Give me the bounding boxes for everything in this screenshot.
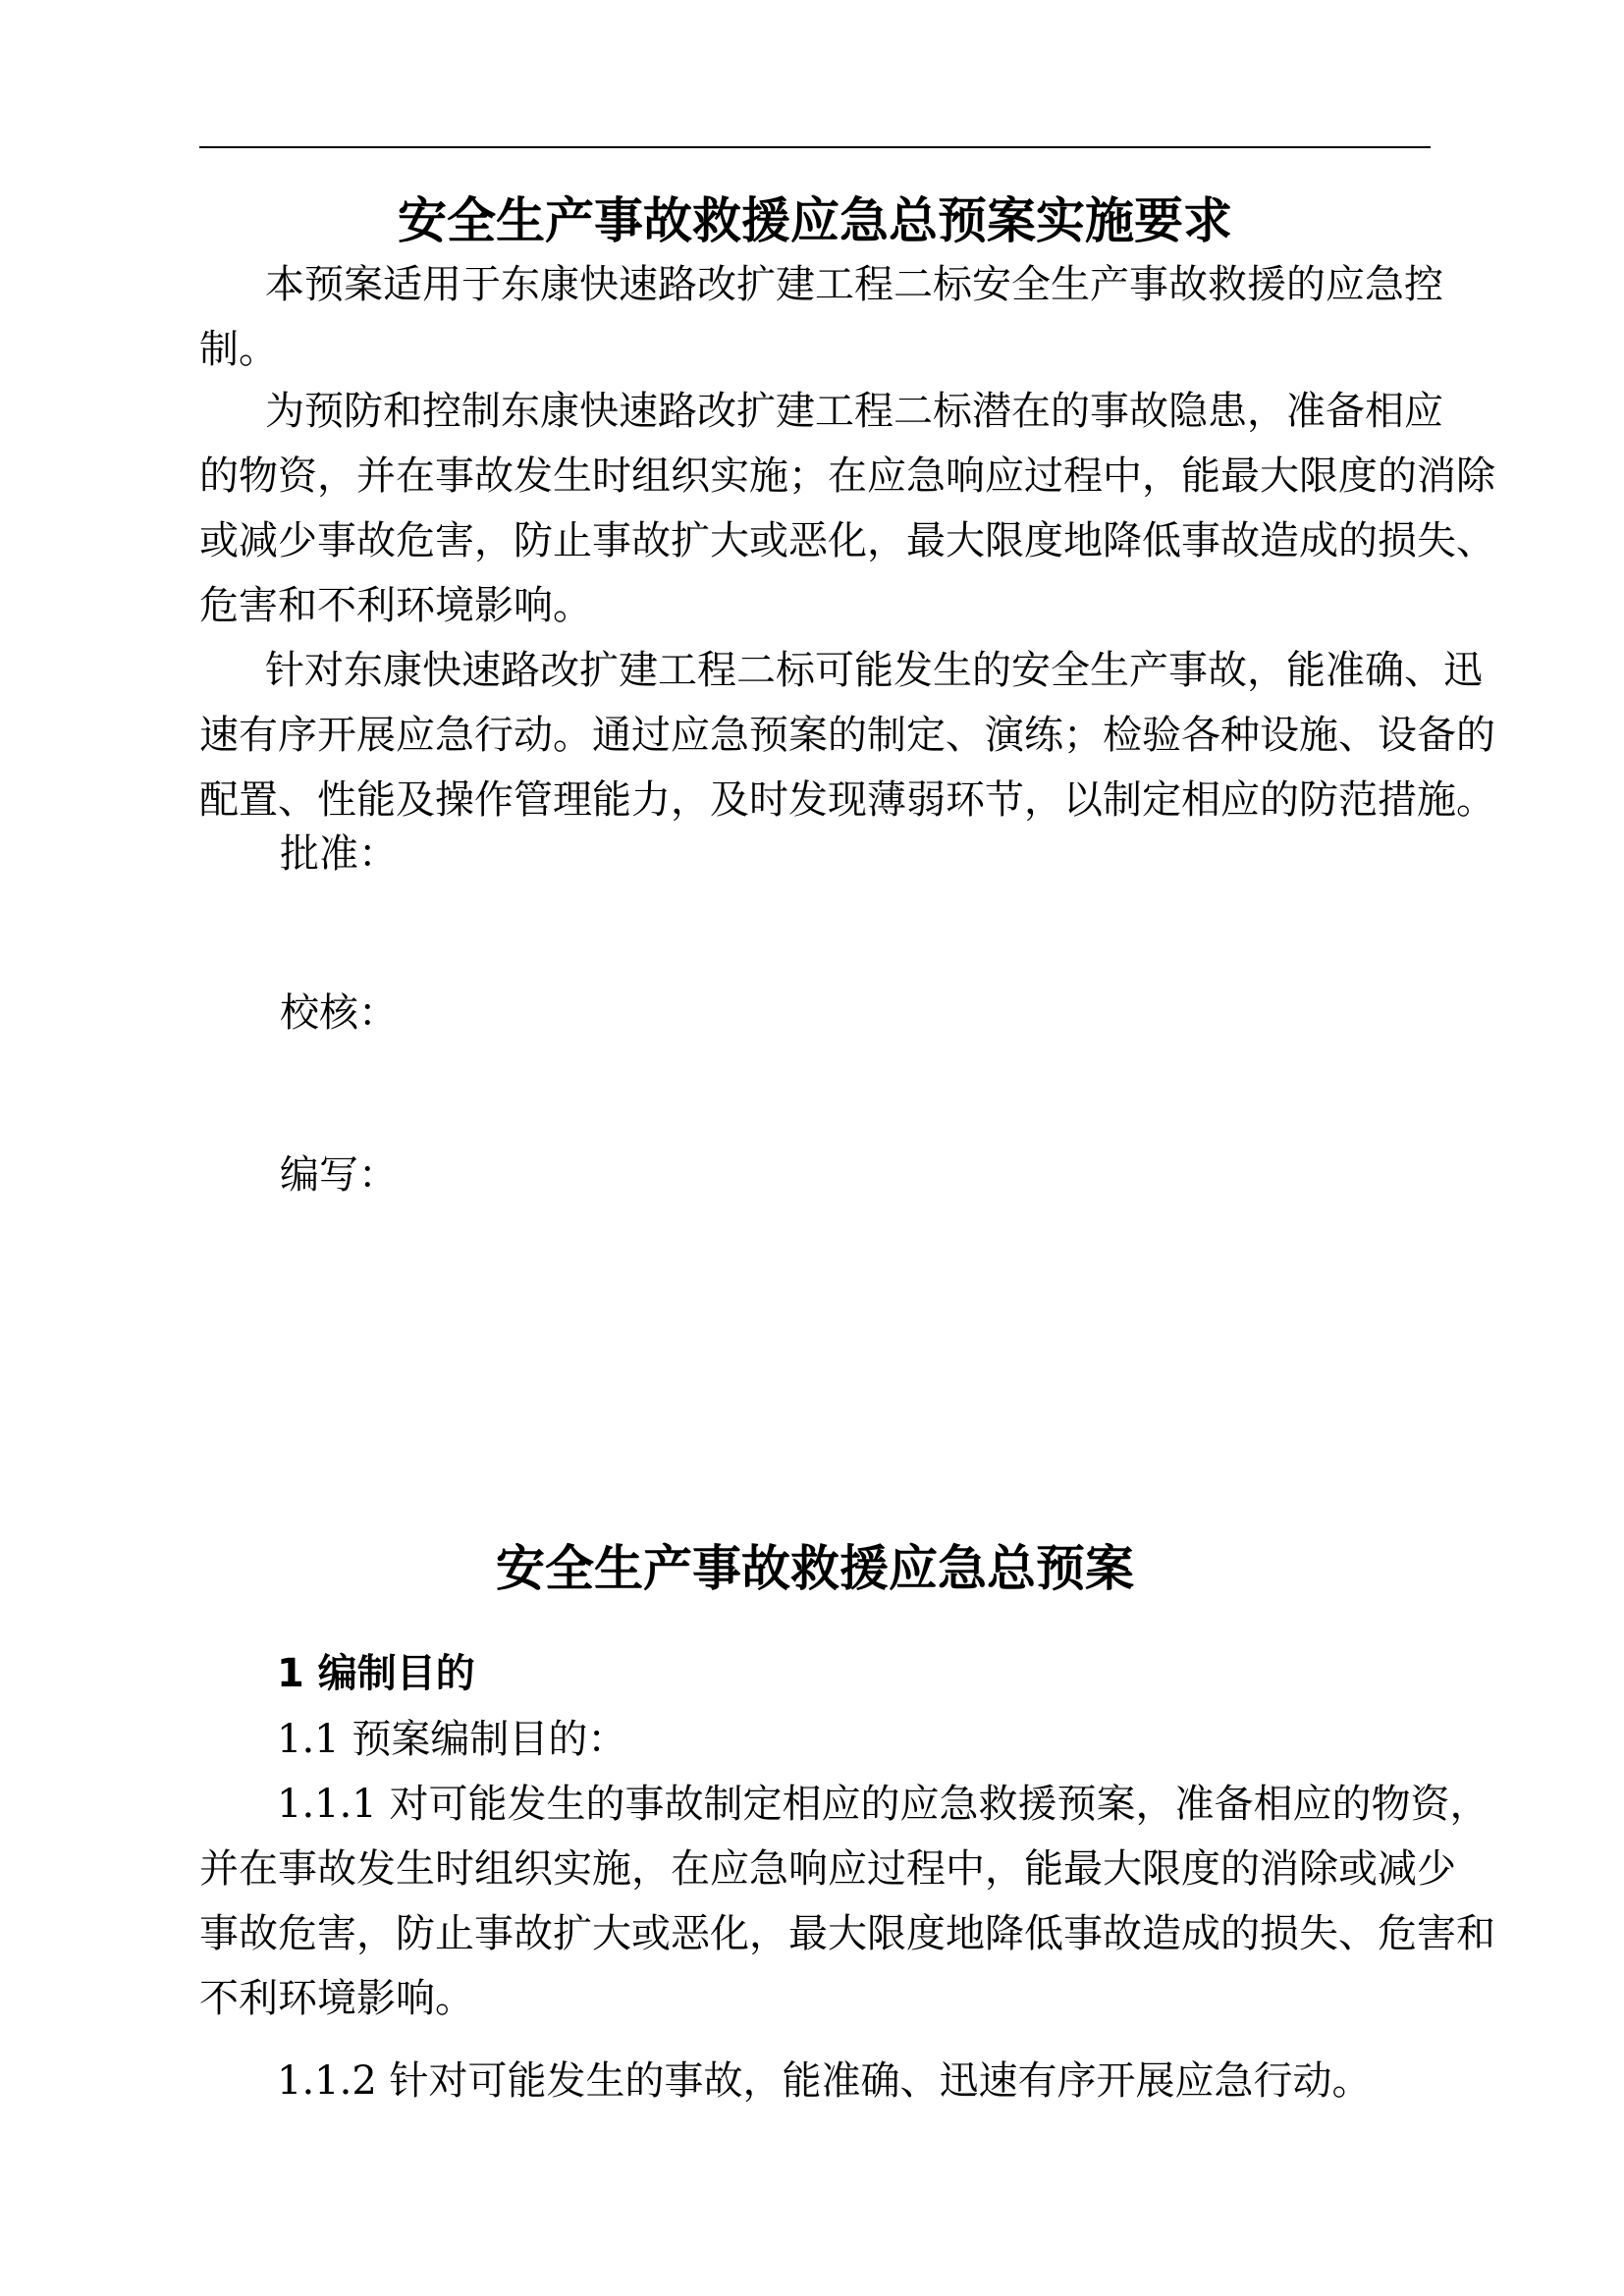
sub-heading: 1.1 预案编制目的：: [277, 1717, 627, 1762]
paragraph-line: 配置、性能及操作管理能力，及时发现薄弱环节，以制定相应的防范措施。: [199, 777, 1495, 823]
paragraph-line: 本预案适用于东康快速路改扩建工程二标安全生产事故救援的应急控: [265, 262, 1443, 307]
header-rule: [199, 146, 1431, 148]
paragraph-line: 1.1.1 对可能发生的事故制定相应的应急救援预案，准备相应的物资，: [277, 1782, 1489, 1827]
paragraph-line: 速有序开展应急行动。通过应急预案的制定、演练；检验各种设施、设备的: [199, 713, 1495, 758]
section-heading: 1 编制目的: [277, 1651, 475, 1696]
paragraph-line: 的物资，并在事故发生时组织实施；在应急响应过程中，能最大限度的消除: [199, 454, 1495, 499]
document-title: 安全生产事故救援应急总预案实施要求: [398, 191, 1232, 249]
paragraph-line: 并在事故发生时组织实施，在应急响应过程中，能最大限度的消除或减少: [199, 1846, 1456, 1892]
paragraph-line: 或减少事故危害，防止事故扩大或恶化，最大限度地降低事故造成的损失、: [199, 518, 1495, 563]
paragraph-line: 制。: [199, 327, 278, 372]
signature-review: 校核：: [280, 990, 398, 1036]
paragraph-line: 为预防和控制东康快速路改扩建工程二标潜在的事故隐患，准备相应: [265, 389, 1443, 434]
paragraph-line: 不利环境影响。: [199, 1976, 474, 2021]
paragraph-line: 事故危害，防止事故扩大或恶化，最大限度地降低事故造成的损失、危害和: [199, 1911, 1495, 1956]
paragraph-line: 针对东康快速路改扩建工程二标可能发生的安全生产事故，能准确、迅: [265, 648, 1483, 693]
signature-approve: 批准：: [280, 831, 398, 877]
paragraph-line: 危害和不利环境影响。: [199, 583, 592, 628]
section-title: 安全生产事故救援应急总预案: [496, 1539, 1134, 1597]
paragraph-line: 1.1.2 针对可能发生的事故，能准确、迅速有序开展应急行动。: [277, 2058, 1372, 2104]
signature-author: 编写：: [280, 1152, 398, 1198]
